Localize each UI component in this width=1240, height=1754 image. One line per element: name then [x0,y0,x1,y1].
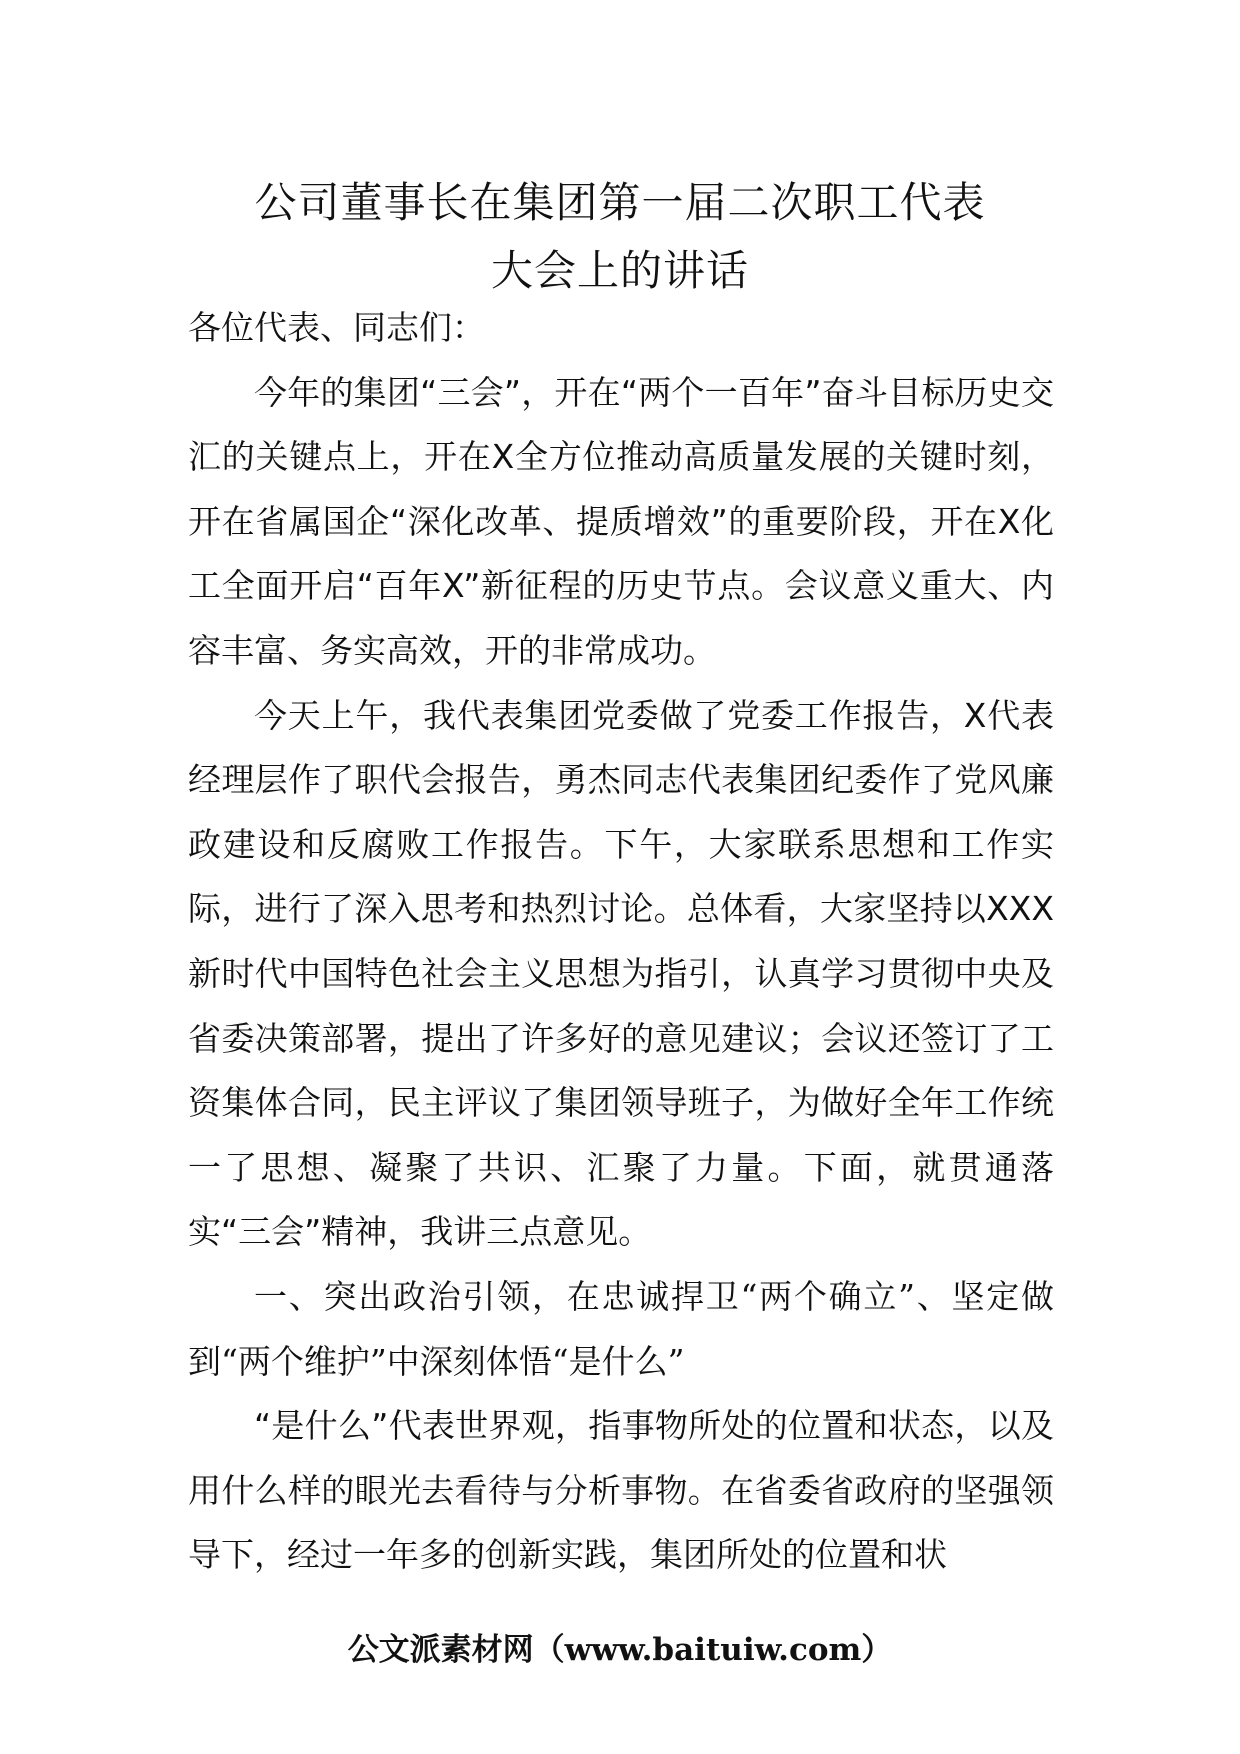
section-heading-1: 一、突出政治引领，在忠诚捍卫“两个确立”、坚定做到“两个维护”中深刻体悟“是什么” [188,1276,1054,1381]
document-title-line-2: 大会上的讲话 [490,246,749,295]
section-paragraph-1: “是什么”代表世界观，指事物所处的位置和状态，以及用什么样的眼光去看待与分析事物。在省委省政府的坚强领导下，经过一年多的创新实践，集团所处的位置和状 [188,1406,1054,1575]
paragraph-1: 今年的集团“三会”，开在“两个一百年”奋斗目标历史交汇的关键点上，开在X全方位推动高质量发展的关键时刻，开在省属国企“深化改革、提质增效”的重要阶段，开在X化工全面开启“百年X”新征程的历史节点。会议意义重大、内容丰富、务实高效，开的非常成功。 [188,372,1054,670]
document-body [188,296,1054,1588]
salutation: 各位代表、同志们： [188,308,485,347]
paragraph-2: 今天上午，我代表集团党委做了党委工作报告，X代表经理层作了职代会报告，勇杰同志代表集团纪委作了党风廉政建设和反腐败工作报告。下午，大家联系思想和工作实际，进行了深入思考和热烈讨论。总体看，大家坚持以XXX新时代中国特色社会主义思想为指引，认真学习贯彻中央及省委决策部署，提出了许多好的意见建议；会议还签订了工资集体合同，民主评议了集团领导班子，为做好全年工作统一了思想、凝聚了共识、汇聚了力量。下面，就贯通落实“三会”精神，我讲三点意见。 [188,695,1054,1252]
footer-watermark: 公文派素材网（www.baituiw.com） [347,1632,893,1668]
document-title-line-1: 公司董事长在集团第一届二次职工代表 [254,178,986,227]
